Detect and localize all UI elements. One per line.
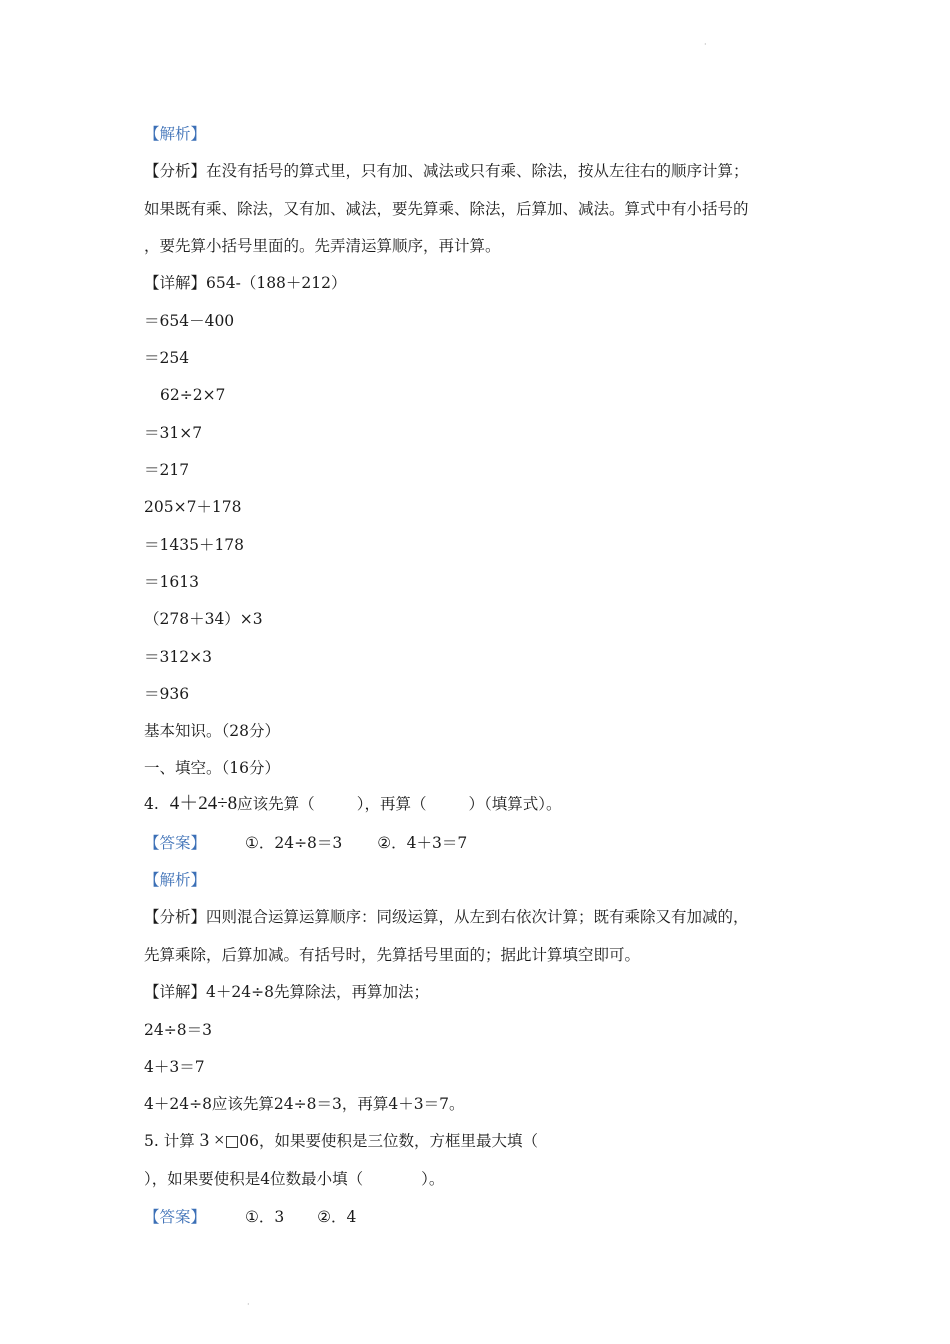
question-number: 4. bbox=[144, 795, 159, 813]
scan-dot: · bbox=[247, 1300, 250, 1309]
answer-item: ②．4 bbox=[317, 1208, 357, 1226]
analysis-text: 四则混合运算运算顺序：同级运算，从左到右依次计算；既有乘除又有加减的， bbox=[206, 908, 749, 926]
analysis-line-2: 先算乘除，后算加减。有括号时，先算括号里面的；据此计算填空即可。 bbox=[144, 946, 641, 964]
calc-line: ＝1613 bbox=[144, 573, 199, 591]
detail-expr: 654-（188＋212） bbox=[206, 274, 347, 292]
calc-line: 4＋3＝7 bbox=[144, 1058, 205, 1076]
question-5 bbox=[144, 1131, 538, 1151]
question-text: ），再算（ bbox=[356, 795, 427, 813]
question-expression: 4＋24÷8 bbox=[169, 793, 238, 814]
calc-line: ＝936 bbox=[144, 685, 190, 703]
calc-line: ＝217 bbox=[144, 461, 190, 479]
scan-dot: · bbox=[704, 40, 707, 49]
answer-tag: 【答案】 bbox=[144, 1208, 207, 1226]
question-expression: 3 × bbox=[199, 1130, 225, 1151]
detail-text: 4＋24÷8先算除法，再算加法； bbox=[206, 983, 429, 1001]
detail-line-1 bbox=[144, 982, 429, 1002]
answer-line bbox=[144, 1207, 356, 1227]
analysis-line-1 bbox=[144, 907, 749, 927]
analysis-tag: 【分析】 bbox=[144, 162, 207, 180]
question-4 bbox=[144, 794, 561, 814]
analysis-line-1 bbox=[144, 161, 749, 181]
answer-tag: 【答案】 bbox=[144, 834, 207, 852]
question-5-cont bbox=[144, 1169, 444, 1189]
answer-line bbox=[144, 833, 467, 853]
answer-item: ①．24÷8＝3 bbox=[244, 834, 343, 852]
detail-line-1 bbox=[144, 273, 347, 293]
analysis-tag: 【分析】 bbox=[144, 908, 207, 926]
question-text: 5. 计算 bbox=[144, 1132, 195, 1150]
calc-line: 24÷8＝3 bbox=[144, 1021, 212, 1039]
calc-line: 205×7＋178 bbox=[144, 498, 242, 516]
question-text: ）。 bbox=[421, 1170, 445, 1188]
analysis-text: 在没有括号的算式里，只有加、减法或只有乘、除法，按从左往右的顺序计算； bbox=[206, 162, 749, 180]
calc-line: （278＋34）×3 bbox=[144, 610, 263, 628]
calc-line: ＝31×7 bbox=[144, 424, 203, 442]
question-text: ）（填算式）。 bbox=[468, 795, 562, 813]
jiexi-heading: 【解析】 bbox=[144, 125, 207, 143]
calc-line: 62÷2×7 bbox=[160, 386, 226, 404]
calc-line: ＝312×3 bbox=[144, 648, 212, 666]
subsection-heading: 一、填空。（16分） bbox=[144, 759, 280, 777]
question-text: □06，如果要使积是三位数，方框里最大填（ bbox=[224, 1132, 538, 1150]
calc-line: ＝1435＋178 bbox=[144, 536, 245, 554]
question-text: ），如果要使积是4位数最小填（ bbox=[144, 1170, 364, 1188]
answer-item: ①．3 bbox=[244, 1208, 285, 1226]
jiexi-heading: 【解析】 bbox=[144, 871, 207, 889]
section-heading: 基本知识。（28分） bbox=[144, 722, 280, 740]
calc-line: ＝654－400 bbox=[144, 312, 235, 330]
detail-tag: 【详解】 bbox=[144, 274, 207, 292]
question-text: 应该先算（ bbox=[237, 795, 315, 813]
answer-item: ②．4＋3＝7 bbox=[377, 834, 468, 852]
detail-tag: 【详解】 bbox=[144, 983, 207, 1001]
calc-line: ＝254 bbox=[144, 349, 190, 367]
analysis-line-2: 如果既有乘、除法，又有加、减法，要先算乘、除法，后算加、减法。算式中有小括号的 bbox=[144, 200, 749, 218]
analysis-line-3: ，要先算小括号里面的。先弄清运算顺序，再计算。 bbox=[144, 237, 501, 255]
calc-line: 4＋24÷8应该先算24÷8＝3，再算4＋3＝7。 bbox=[144, 1095, 465, 1113]
